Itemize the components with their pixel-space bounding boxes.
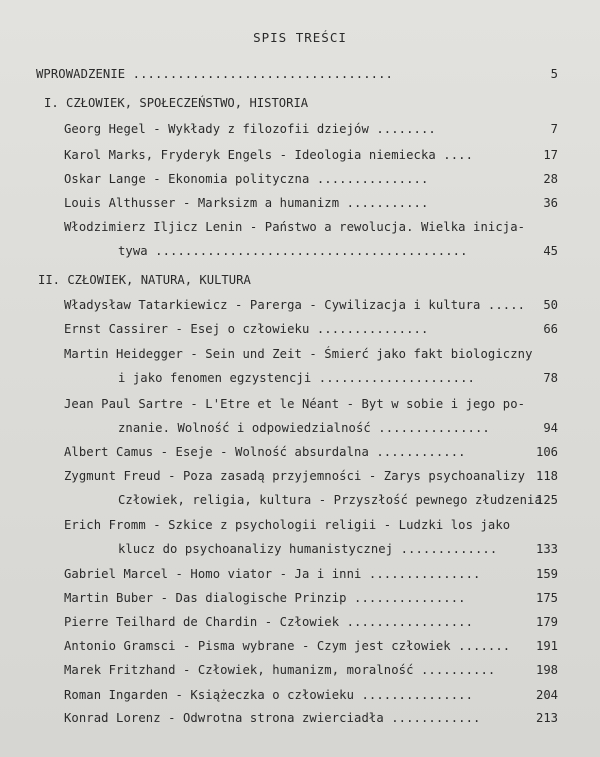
toc-page-number: 159 xyxy=(535,567,558,581)
toc-entry xyxy=(64,468,558,484)
toc-entry-text: Marek Fritzhand - Człowiek, humanizm, moralność .......... xyxy=(64,663,496,677)
toc-entry-text: Jean Paul Sartre - L'Etre et le Néant - Byt w sobie i jego po- xyxy=(64,397,526,411)
toc-entry-text: Martin Heidegger - Sein und Zeit - Śmierć jako fakt biologiczny xyxy=(64,347,533,361)
toc-entry-text: Martin Buber - Das dialogische Prinzip ............... xyxy=(64,591,466,605)
toc-entry xyxy=(64,517,558,533)
toc-entry-text: Louis Althusser - Marksizm a humanizm ........... xyxy=(64,196,429,210)
toc-page-number: 36 xyxy=(543,196,558,210)
toc-entry xyxy=(64,614,558,630)
toc-page-number: 66 xyxy=(543,322,558,336)
toc-entry-text: Oskar Lange - Ekonomia polityczna ............... xyxy=(64,172,429,186)
toc-entry xyxy=(64,687,558,703)
toc-entry-text: Georg Hegel - Wykłady z filozofii dziejów ........ xyxy=(64,122,436,136)
toc-entry xyxy=(64,346,558,362)
toc-entry xyxy=(64,396,558,412)
toc-entry xyxy=(64,297,558,313)
toc-entry-text: i jako fenomen egzystencji ..................... xyxy=(118,371,475,385)
toc-entry xyxy=(118,420,558,436)
toc-page-number: 5 xyxy=(550,67,558,81)
toc-entry xyxy=(64,195,558,211)
toc-page-number: 125 xyxy=(535,493,558,507)
toc-entry-text: Karol Marks, Fryderyk Engels - Ideologia niemiecka .... xyxy=(64,148,474,162)
toc-entry-text: WPROWADZENIE ................................... xyxy=(36,67,393,81)
toc-entry xyxy=(118,541,558,557)
section-heading-1: I. CZŁOWIEK, SPOŁECZEŃSTWO, HISTORIA xyxy=(44,96,309,110)
toc-entry-text: Człowiek, religia, kultura - Przyszłość pewnego złudzenia xyxy=(118,493,542,507)
toc-entry-text: Pierre Teilhard de Chardin - Człowiek ................. xyxy=(64,615,474,629)
toc-entry xyxy=(64,566,558,582)
toc-entry xyxy=(118,370,558,386)
toc-page-number: 213 xyxy=(535,711,558,725)
toc-entry xyxy=(118,492,558,508)
section-heading-2: II. CZŁOWIEK, NATURA, KULTURA xyxy=(38,273,251,287)
toc-page-number: 198 xyxy=(535,663,558,677)
toc-entry-text: Erich Fromm - Szkice z psychologii religii - Ludzki los jako xyxy=(64,518,511,532)
toc-entry-text: Antonio Gramsci - Pisma wybrane - Czym jest człowiek ....... xyxy=(64,639,511,653)
toc-page-number: 106 xyxy=(535,445,558,459)
toc-entry xyxy=(64,147,558,163)
toc-entry-text: Konrad Lorenz - Odwrotna strona zwierciadła ............ xyxy=(64,711,481,725)
toc-page-number: 7 xyxy=(550,122,558,136)
toc-page-number: 191 xyxy=(535,639,558,653)
toc-entry xyxy=(64,662,558,678)
toc-page-number: 179 xyxy=(535,615,558,629)
page-title: SPIS TREŚCI xyxy=(253,30,347,45)
toc-page-number: 28 xyxy=(543,172,558,186)
toc-entry xyxy=(64,219,558,235)
toc-page-number: 204 xyxy=(535,688,558,702)
toc-entry-text: Gabriel Marcel - Homo viator - Ja i inni ............... xyxy=(64,567,481,581)
toc-entry xyxy=(64,444,558,460)
toc-entry-text: Władysław Tatarkiewicz - Parerga - Cywilizacja i kultura ..... xyxy=(64,298,526,312)
toc-entry xyxy=(64,710,558,726)
toc-entry-text: Roman Ingarden - Książeczka o człowieku ............... xyxy=(64,688,474,702)
toc-page-number: 118 xyxy=(535,469,558,483)
toc-entry xyxy=(64,321,558,337)
toc-entry-text: tywa .......................................... xyxy=(118,244,468,258)
toc-entry-text: Ernst Cassirer - Esej o człowieku ............... xyxy=(64,322,429,336)
toc-entry-text: Albert Camus - Eseje - Wolność absurdalna ............ xyxy=(64,445,466,459)
toc-entry-text: klucz do psychoanalizy humanistycznej ............. xyxy=(118,542,498,556)
toc-entry-text: znanie. Wolność i odpowiedzialność ............... xyxy=(118,421,490,435)
toc-page-number: 50 xyxy=(543,298,558,312)
toc-entry-text: Zygmunt Freud - Poza zasadą przyjemności - Zarys psychoanalizy xyxy=(64,469,526,483)
toc-page-number: 17 xyxy=(543,148,558,162)
toc-entry xyxy=(118,243,558,259)
toc-page-number: 78 xyxy=(543,371,558,385)
toc-page-number: 175 xyxy=(535,591,558,605)
toc-page-number: 45 xyxy=(543,244,558,258)
toc-page-number: 133 xyxy=(535,542,558,556)
toc-entry-intro xyxy=(36,66,558,82)
toc-entry xyxy=(64,638,558,654)
toc-page-number: 94 xyxy=(543,421,558,435)
toc-entry xyxy=(64,590,558,606)
toc-entry xyxy=(64,121,558,137)
toc-entry-text: Włodzimierz Iljicz Lenin - Państwo a rewolucja. Wielka inicja- xyxy=(64,220,526,234)
toc-entry xyxy=(64,171,558,187)
